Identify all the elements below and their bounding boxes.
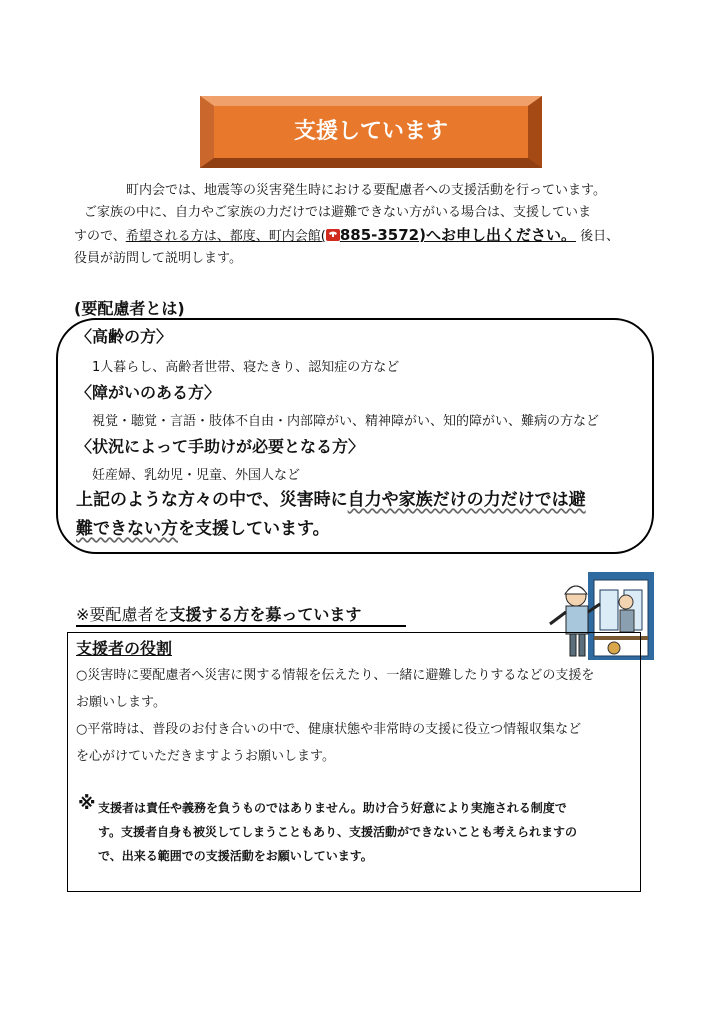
category-elderly: 〈高齢の方〉: [76, 327, 173, 346]
category-situational: 〈状況によって手助けが必要となる方〉: [76, 437, 365, 456]
intro-text: 希望される方は、都度、町内会館(: [125, 229, 326, 244]
page-title: 支援しています: [293, 119, 448, 144]
intro-line: 町内会では、地震等の災害発生時における要配慮者への支援活動を行っています。: [126, 183, 606, 198]
title-box: [200, 96, 542, 168]
intro-text: 後日、: [580, 229, 620, 244]
role-line: お願いします。: [76, 695, 166, 710]
role-line: ○平常時は、普段のお付き合いの中で、健康状態や非常時の支援に役立つ情報収集など: [76, 722, 582, 737]
closing-emphasis: 難できない方: [76, 519, 178, 539]
recruit-main: 支援する方を募っています: [169, 605, 362, 624]
phone-number: 885-3572: [339, 226, 420, 244]
note-text: [98, 796, 638, 868]
closing-text: 上記のような方々の中で、災害時に: [76, 490, 348, 510]
recruit-underline: [76, 625, 406, 627]
definition-heading: (要配慮者とは): [74, 299, 185, 318]
definition-closing: [76, 486, 646, 544]
intro-line: 役員が訪問して説明します。: [74, 251, 242, 266]
closing-text: を支援しています。: [178, 519, 330, 539]
intro-text: すので、: [74, 229, 126, 244]
intro-request: [125, 226, 576, 244]
role-title: [76, 636, 172, 659]
category-description: 妊産婦、乳幼児・児童、外国人など: [92, 468, 301, 483]
note-line: で、出来る範囲での支援活動をお願いしています。: [98, 849, 373, 863]
intro-text: )へお申し出ください。: [419, 226, 576, 244]
role-title-text: 支援者の役割: [76, 639, 173, 658]
note-line: す。支援者自身も被災してしまうこともあり、支援活動ができないことも考えられますの: [98, 825, 578, 839]
role-line: ○災害時に要配慮者へ災害に関する情報を伝えたり、一緒に避難したりするなどの支援を: [76, 668, 595, 683]
intro-paragraph: [74, 180, 654, 270]
intro-line: [74, 224, 654, 248]
category-description: 視覚・聴覚・言語・肢体不自由・内部障がい、精神障がい、知的障がい、難病の方など: [92, 414, 600, 429]
role-description: [76, 662, 642, 770]
category-disability: 〈障がいのある方〉: [76, 383, 221, 402]
closing-emphasis: 自力や家族だけの力だけでは避: [347, 490, 586, 510]
intro-line: ご家族の中に、自力やご家族の力だけでは避難できない方がいる場合は、支援していま: [84, 205, 592, 220]
recruit-heading: [76, 602, 361, 625]
role-line: を心がけていただきますようお願いします。: [76, 749, 335, 764]
note-mark: ※: [78, 793, 96, 814]
category-description: 1人暮らし、高齢者世帯、寝たきり、認知症の方など: [92, 360, 400, 375]
phone-icon: [326, 229, 340, 241]
note-line: 支援者は責任や義務を負うものではありません。助け合う好意により実施される制度で: [98, 801, 567, 815]
recruit-prefix: ※要配慮者を: [76, 605, 170, 624]
